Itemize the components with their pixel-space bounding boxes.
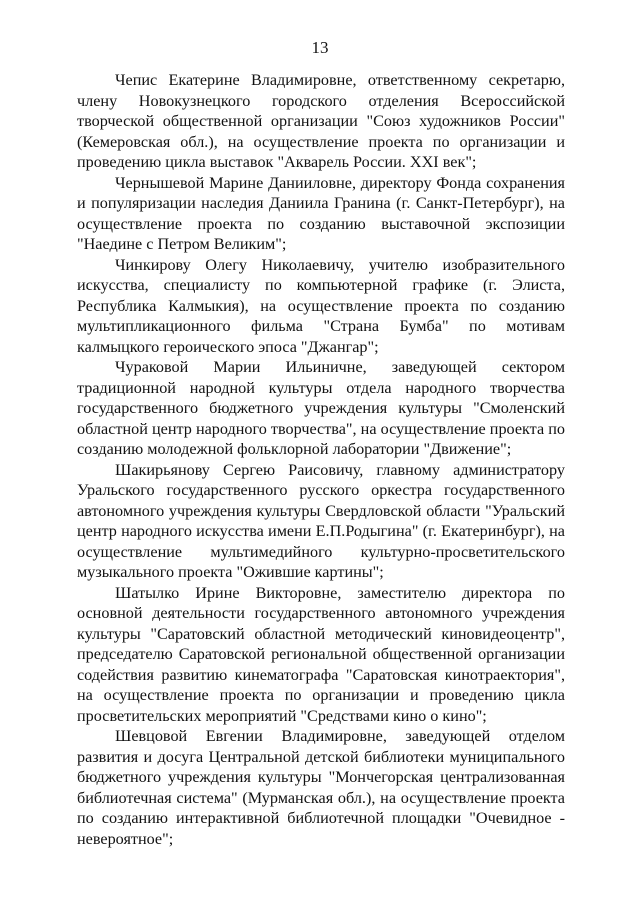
paragraph-shevtsova: Шевцовой Евгении Владимировне, заведующей отделом развития и досуга Центральной детской библиотеки муниципального бюджетного учреждения культуры "Мончегорская централизованная библиотечная система" (Мурманская обл.), на осуществление проекта по созданию интерактивной библиотечной площадки "Очевидное - невероятное"; — [77, 727, 565, 848]
paragraph-churakova: Чураковой Марии Ильиничне, заведующей сектором традиционной народной культуры отдела народного творчества государственного бюджетного учреждения культуры "Смоленский областной центр народного творчества", на осуществление проекта по созданию молодежной фольклорной лаборатории "Движение"; — [77, 358, 565, 458]
paragraph-chinkirov: Чинкирову Олегу Николаевичу, учителю изобразительного искусства, специалисту по компьютерной графике (г. Элиста, Республика Калмыкия), на осуществление проекта по созданию мультипликационного фильма "Страна Бумба" по мотивам калмыцкого героического эпоса "Джангар"; — [77, 255, 565, 356]
page-number: 13 — [311, 38, 329, 57]
paragraph-chepis: Чепис Екатерине Владимировне, ответственному секретарю, члену Новокузнецкого городского отделения Всероссийской творческой общественной организации "Союз художников России" (Кемеровская обл.), на осуществление проекта по организации и проведению цикла выставок "Акварель России. XXI век"; — [77, 71, 565, 171]
paragraph-chernysheva: Чернышевой Марине Данииловне, директору Фонда сохранения и популяризации наследия Даниила Гранина (г. Санкт-Петербург), на осуществление проекта по созданию выставочной экспозиции "Наедине с Петром Великим"; — [77, 173, 565, 253]
paragraph-shakiryanov: Шакирьянову Сергею Раисовичу, главному администратору Уральского государственного русского оркестра государственного автономного учреждения культуры Свердловской области "Уральский центр народного искусства имени Е.П.Родыгина" (г. Екатеринбург), на осуществление мультимедийного культурно-просветительского музыкального проекта "Ожившие картины"; — [77, 460, 565, 581]
paragraph-shatylko: Шатылко Ирине Викторовне, заместителю директора по основной деятельности государственного автономного учреждения культуры "Саратовский областной методический киновидеоцентр", председателю Саратовской региональной общественной организации содействия развитию кинематографа "Саратовская кинотраектория", на осуществление проекта по организации и проведению цикла просветительских мероприятий "Средствами кино о кино"; — [77, 583, 565, 725]
document-body — [77, 70, 565, 849]
